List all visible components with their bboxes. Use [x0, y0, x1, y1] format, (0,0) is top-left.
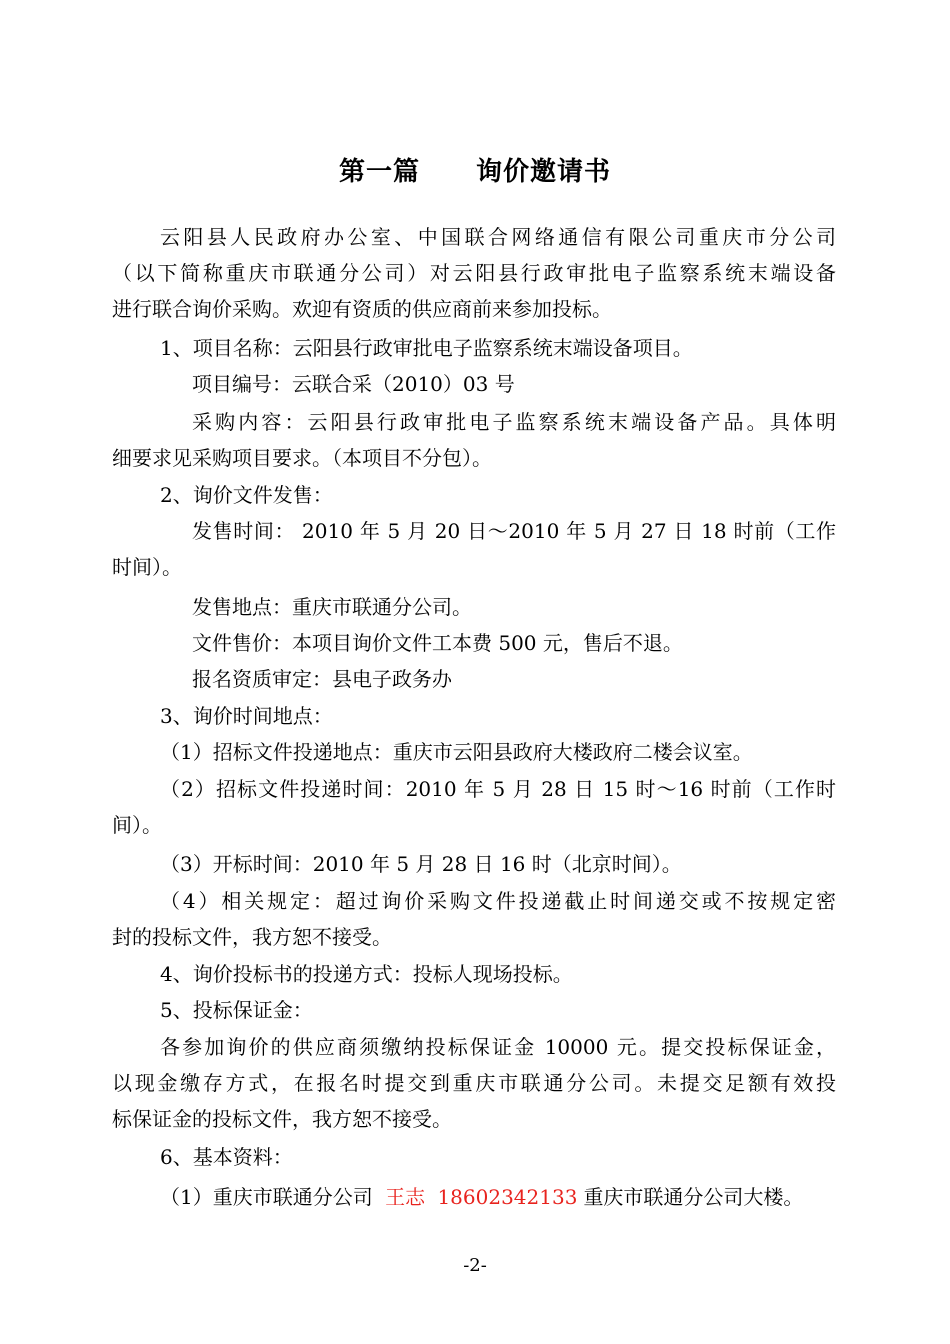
- item1-number: 项目编号：云联合采（2010）03 号: [192, 372, 515, 396]
- item2-time-1: 发售时间： 2010 年 5 月 20 日～2010 年 5 月 27 日 18 时前（工作: [192, 519, 836, 543]
- item2-heading: 2、询价文件发售：: [160, 483, 333, 507]
- item6-point-1: [160, 1179, 803, 1215]
- item6-point-1-suffix: 重庆市联通分公司大楼。: [583, 1185, 804, 1209]
- item2-place: 发售地点：重庆市联通分公司。: [192, 595, 472, 619]
- item2-price: 文件售价：本项目询价文件工本费 500 元，售后不退。: [192, 631, 683, 655]
- item3-point-2a: （2）招标文件投递时间：2010 年 5 月 28 日 15 时～16 时前（工作时: [160, 777, 836, 801]
- item1-content-2: 细要求见采购项目要求。（本项目不分包）。: [112, 446, 492, 470]
- intro-line-2: （以下简称重庆市联通分公司）对云阳县行政审批电子监察系统末端设备: [112, 261, 836, 285]
- item5-line-1: 各参加询价的供应商须缴纳投标保证金 10000 元。提交投标保证金，: [160, 1035, 836, 1059]
- item3-point-3: （3）开标时间：2010 年 5 月 28 日 16 时（北京时间）。: [160, 852, 682, 876]
- item2-time-2: 时间）。: [112, 555, 182, 579]
- title-name: 询价邀请书: [476, 157, 612, 187]
- item5-heading: 5、投标保证金：: [160, 998, 313, 1022]
- item1-heading: 1、项目名称：云阳县行政审批电子监察系统末端设备项目。: [160, 336, 693, 360]
- item3-point-2b: 间）。: [112, 813, 162, 837]
- item3-point-4a: （4）相关规定：超过询价采购文件投递截止时间递交或不按规定密: [160, 889, 836, 913]
- contact-name: 王志: [385, 1185, 426, 1209]
- item3-point-4b: 封的投标文件，我方恕不接受。: [112, 925, 392, 949]
- title-part: 第一篇: [338, 157, 420, 187]
- item5-line-3: 标保证金的投标文件，我方恕不接受。: [112, 1107, 452, 1131]
- item6-heading: 6、基本资料：: [160, 1145, 293, 1169]
- item3-heading: 3、询价时间地点：: [160, 704, 333, 728]
- item5-line-2: 以现金缴存方式，在报名时提交到重庆市联通分公司。未提交足额有效投: [112, 1071, 836, 1095]
- item1-content-1: 采购内容：云阳县行政审批电子监察系统末端设备产品。具体明: [192, 410, 836, 434]
- intro-line-1: 云阳县人民政府办公室、中国联合网络通信有限公司重庆市分公司: [160, 225, 836, 249]
- page-number: -2-: [463, 1255, 487, 1276]
- item4-heading: 4、询价投标书的投递方式：投标人现场投标。: [160, 962, 573, 986]
- item2-review: 报名资质审定：县电子政务办: [192, 667, 452, 691]
- item6-point-1-prefix: （1）重庆市联通分公司: [160, 1185, 373, 1209]
- intro-line-3: 进行联合询价采购。欢迎有资质的供应商前来参加投标。: [112, 297, 612, 321]
- contact-phone: 18602342133: [437, 1185, 578, 1209]
- page-title: [0, 150, 950, 194]
- item3-point-1: （1）招标文件投递地点：重庆市云阳县政府大楼政府二楼会议室。: [160, 740, 753, 764]
